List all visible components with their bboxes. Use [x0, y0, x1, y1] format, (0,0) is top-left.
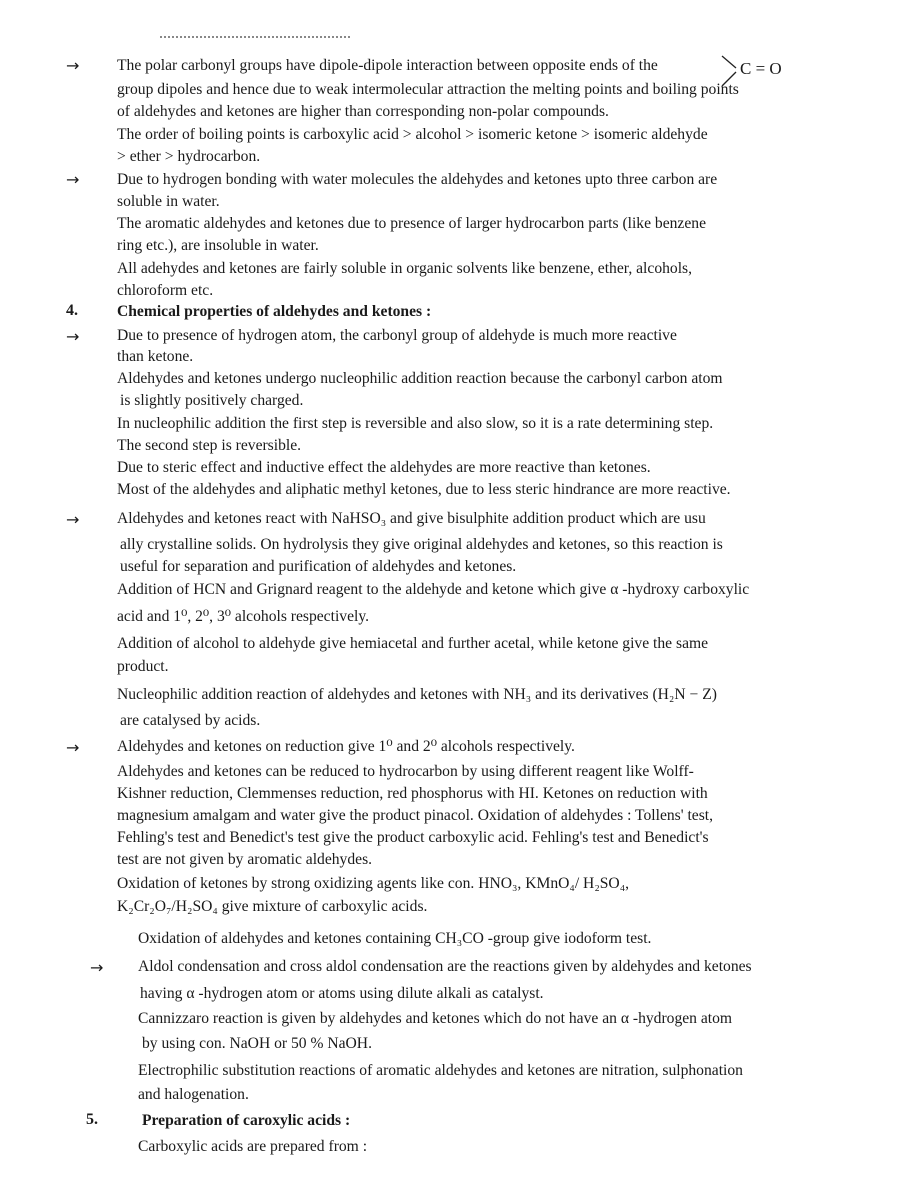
document-page: → The polar carbonyl groups have dipole-dipole interaction between opposite ends of the C = O group dipoles and hence due to weak intermolecular attraction the melting points and boiling points of aldehydes and ketones are higher than corresponding non-polar compounds. The order of boiling points is carboxylic acid > alcohol > isomeric ketone > isomeric aldehyde > ether > hydrocarbon. → Due to hydrogen bonding with water molecules the aldehydes and ketones upto three carbon are soluble in water. The aromatic aldehydes and ketones due to presence of larger hydrocarbon parts (like benzene ring etc.), are insoluble in water. All adehydes and ketones are fairly soluble in organic solvents like benzene, ether, alcohols, chloroform etc. 4. Chemical properties of aldehydes and ketones : → Due to presence of hydrogen atom, the carbonyl group of aldehyde is much more reactive than ketone. Aldehydes and ketones undergo nucleophilic addition reaction because the carbonyl carbon atom is slightly positively charged. In nucleophilic addition the first step is reversible and also slow, so it is a rate determining step. The second step is reversible. Due to steric effect and inductive effect the aldehydes are more reactive than ketones. Most of the aldehydes and aliphatic methyl ketones, due to less steric hindrance are more reactive. → Aldehydes and ketones react with NaHSO₃ and give bisulphite addition product which are usu ally crystalline solids. On hydrolysis they give original aldehydes and ketones, so this reaction is useful for separation and purification of aldehydes and ketones. Addition of HCN and Grignard reagent to the aldehyde and ketone which give α -hydroxy carboxylic acid and 1⁰, 2⁰, 3⁰ alcohols respectively. Addition of alcohol to aldehyde give hemiacetal and further acetal, while ketone give the same product. Nucleophilic addition reaction of aldehydes and ketones with NH₃ and its derivatives (H₂N − Z) are catalysed by acids. → Aldehydes and ketones on reduction give 1⁰ and 2⁰ alcohols respectively. Aldehydes and ketones can be reduced to hydrocarbon by using different reagent like Wolff- Kishner reduction, Clemmenses reduction, red phosphorus with HI. Ketones on reduction with magnesium amalgam and water give the product pinacol. Oxidation of aldehydes : Tollens' test, Fehling's test and Benedict's test give the product carboxylic acid. Fehling's test and Benedict's test are not given by aromatic aldehydes. Oxidation of ketones by strong oxidizing agents like con. HNO₃, KMnO₄/ H₂SO₄, K₂Cr₂O₇/H₂SO₄ give mixture of carboxylic acids. Oxidation of aldehydes and ketones containing CH₃CO -group give iodoform test. → Aldol condensation and cross aldol condensation are the reactions given by aldehydes and ketones having α -hydrogen atom or atoms using dilute alkali as catalyst. Cannizzaro reaction is given by aldehydes and ketones which do not have an α -hydrogen atom by using con. NaOH or 50 % NaOH. Electrophilic substitution reactions of aromatic aldehydes and ketones are nitration, sulphonation and halogenation. 5. Preparation of caroxylic acids : Carboxylic acids are prepared from :	[0, 0, 900, 1200]
section-number: 5.	[86, 1111, 98, 1128]
arrow-bullet-icon: →	[66, 510, 80, 529]
arrow-bullet-icon: →	[66, 327, 80, 346]
arrow-bullet-icon: →	[66, 170, 80, 189]
arrow-bullet-icon: →	[66, 738, 80, 757]
section-number: 4.	[66, 302, 78, 319]
carbonyl-label: C = O	[740, 59, 782, 78]
arrow-bullet-icon: →	[90, 958, 104, 977]
cropped-text-fragment	[160, 36, 350, 44]
arrow-bullet-icon: →	[66, 56, 80, 75]
